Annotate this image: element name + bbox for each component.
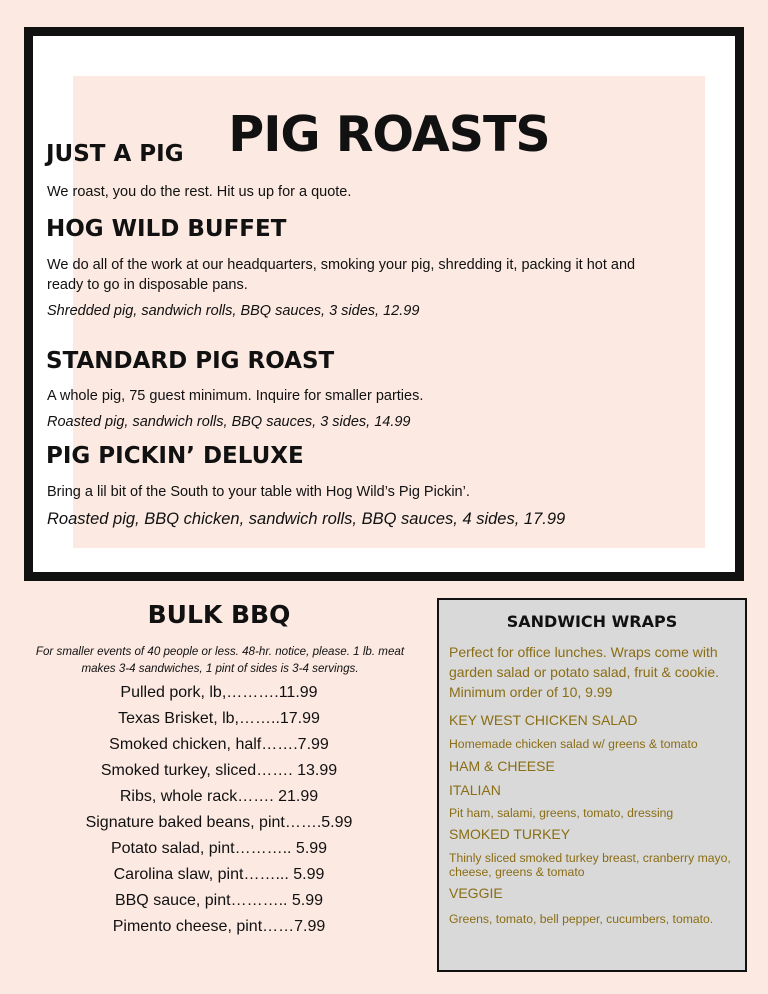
- wrap-name-italian: ITALIAN: [449, 782, 501, 798]
- list-item: Signature baked beans, pint…….5.99: [85, 814, 353, 831]
- wrap-name-veggie: VEGGIE: [449, 885, 503, 901]
- list-item: Carolina slaw, pint……... 5.99: [113, 866, 325, 883]
- list-item: Ribs, whole rack……. 21.99: [119, 788, 319, 805]
- section-title-standard-pig-roast: STANDARD PIG ROAST: [46, 348, 335, 374]
- list-item: Pulled pork, lb,……….11.99: [120, 684, 318, 701]
- list-item: Texas Brisket, lb,……..17.99: [118, 710, 320, 727]
- section-note-hog-wild-buffet: Shredded pig, sandwich rolls, BBQ sauces, 3 sides, 12.99: [47, 303, 420, 319]
- sandwich-wraps-title: SANDWICH WRAPS: [506, 612, 678, 631]
- list-item: Smoked turkey, sliced……. 13.99: [100, 762, 338, 779]
- bulk-bbq-title: BULK BBQ: [147, 600, 291, 629]
- sandwich-wraps-intro: Perfect for office lunches. Wraps come with garden salad or potato salad, fruit & cookie. Minimum order of 10, 9.99: [449, 644, 720, 700]
- bulk-bbq-intro: For smaller events of 40 people or less. 48-hr. notice, please. 1 lb. meat makes 3-4 sandwiches, 1 pint of sides is 3-4 servings.: [35, 645, 405, 675]
- section-desc-pig-pickin-deluxe: Bring a lil bit of the South to your table with Hog Wild’s Pig Pickin’.: [47, 484, 470, 500]
- bulk-bbq-list: [0, 680, 438, 940]
- list-item: Potato salad, pint……….. 5.99: [110, 840, 328, 857]
- section-desc-hog-wild-buffet: We do all of the work at our headquarters, smoking your pig, shredding it, packing it hot and ready to go in disposable pans.: [47, 257, 636, 293]
- section-title-hog-wild-buffet: HOG WILD BUFFET: [46, 216, 287, 242]
- wrap-desc-smoked-turkey: Thinly sliced smoked turkey breast, cranberry mayo, cheese, greens & tomato: [449, 851, 731, 879]
- sandwich-wraps-box: [437, 598, 747, 972]
- list-item: Smoked chicken, half…….7.99: [109, 736, 329, 753]
- list-item: Pimento cheese, pint……7.99: [112, 918, 326, 935]
- section-desc-standard-pig-roast: A whole pig, 75 guest minimum. Inquire for smaller parties.: [47, 388, 424, 404]
- wrap-desc-key-west: Homemade chicken salad w/ greens & tomato: [449, 737, 698, 751]
- section-title-just-a-pig: JUST A PIG: [46, 141, 184, 167]
- wrap-name-ham-cheese: HAM & CHEESE: [449, 758, 555, 774]
- section-title-pig-pickin-deluxe: PIG PICKIN’ DELUXE: [46, 443, 304, 469]
- wrap-desc-italian: Pit ham, salami, greens, tomato, dressing: [449, 806, 674, 820]
- section-desc-just-a-pig: We roast, you do the rest. Hit us up for a quote.: [47, 184, 352, 200]
- pig-roasts-title: PIG ROASTS: [228, 106, 550, 163]
- wrap-desc-veggie: Greens, tomato, bell pepper, cucumbers, tomato.: [449, 912, 714, 926]
- wrap-name-smoked-turkey: SMOKED TURKEY: [449, 826, 571, 842]
- section-note-pig-pickin-deluxe: Roasted pig, BBQ chicken, sandwich rolls, BBQ sauces, 4 sides, 17.99: [47, 510, 566, 528]
- list-item: BBQ sauce, pint……….. 5.99: [114, 892, 324, 909]
- wrap-name-key-west: KEY WEST CHICKEN SALAD: [449, 712, 638, 728]
- section-note-standard-pig-roast: Roasted pig, sandwich rolls, BBQ sauces, 3 sides, 14.99: [47, 414, 411, 430]
